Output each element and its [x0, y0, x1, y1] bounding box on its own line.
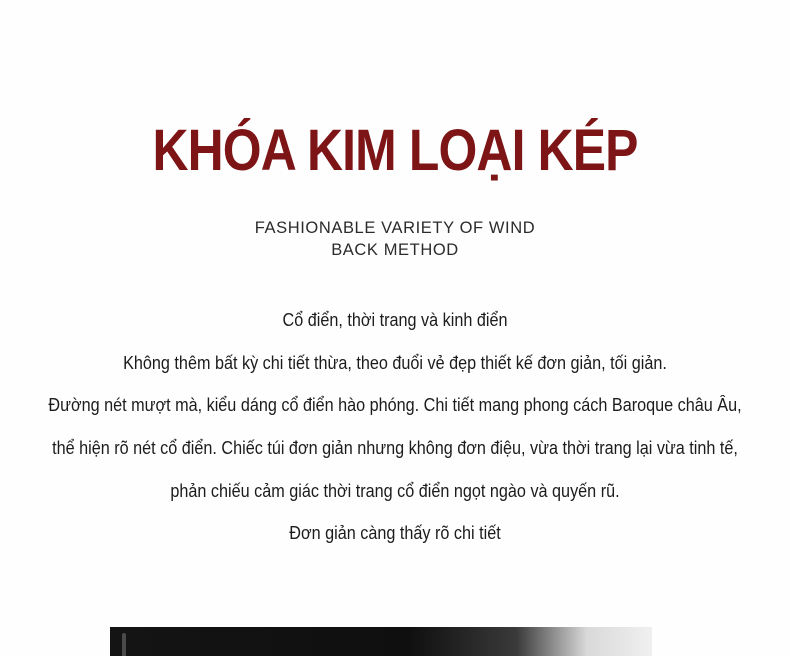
- subtitle-line: BACK METHOD: [331, 241, 459, 259]
- description-line: Đường nét mượt mà, kiểu dáng cổ điển hào phóng. Chi tiết mang phong cách Baroque châu Âu,: [48, 395, 742, 416]
- description-line: thể hiện rõ nét cổ điển. Chiếc túi đơn giản nhưng không đơn điệu, vừa thời trang lại vừa tinh tế,: [52, 438, 738, 459]
- description-block: [0, 299, 790, 555]
- description-line: Đơn giản càng thấy rõ chi tiết: [289, 523, 501, 544]
- bag-strap-detail: [122, 633, 126, 656]
- page-subtitle: [0, 217, 790, 261]
- description-line: Không thêm bất kỳ chi tiết thừa, theo đuổi vẻ đẹp thiết kế đơn giản, tối giản.: [123, 352, 667, 373]
- description-line: Cổ điển, thời trang và kinh điển: [282, 310, 508, 330]
- subtitle-line: FASHIONABLE VARIETY OF WIND: [254, 219, 536, 237]
- description-line: phản chiếu cảm giác thời trang cổ điển ngọt ngào và quyến rũ.: [170, 480, 620, 501]
- page-title: KHÓA KIM LOẠI KÉP: [152, 118, 638, 183]
- product-photo: [110, 627, 652, 656]
